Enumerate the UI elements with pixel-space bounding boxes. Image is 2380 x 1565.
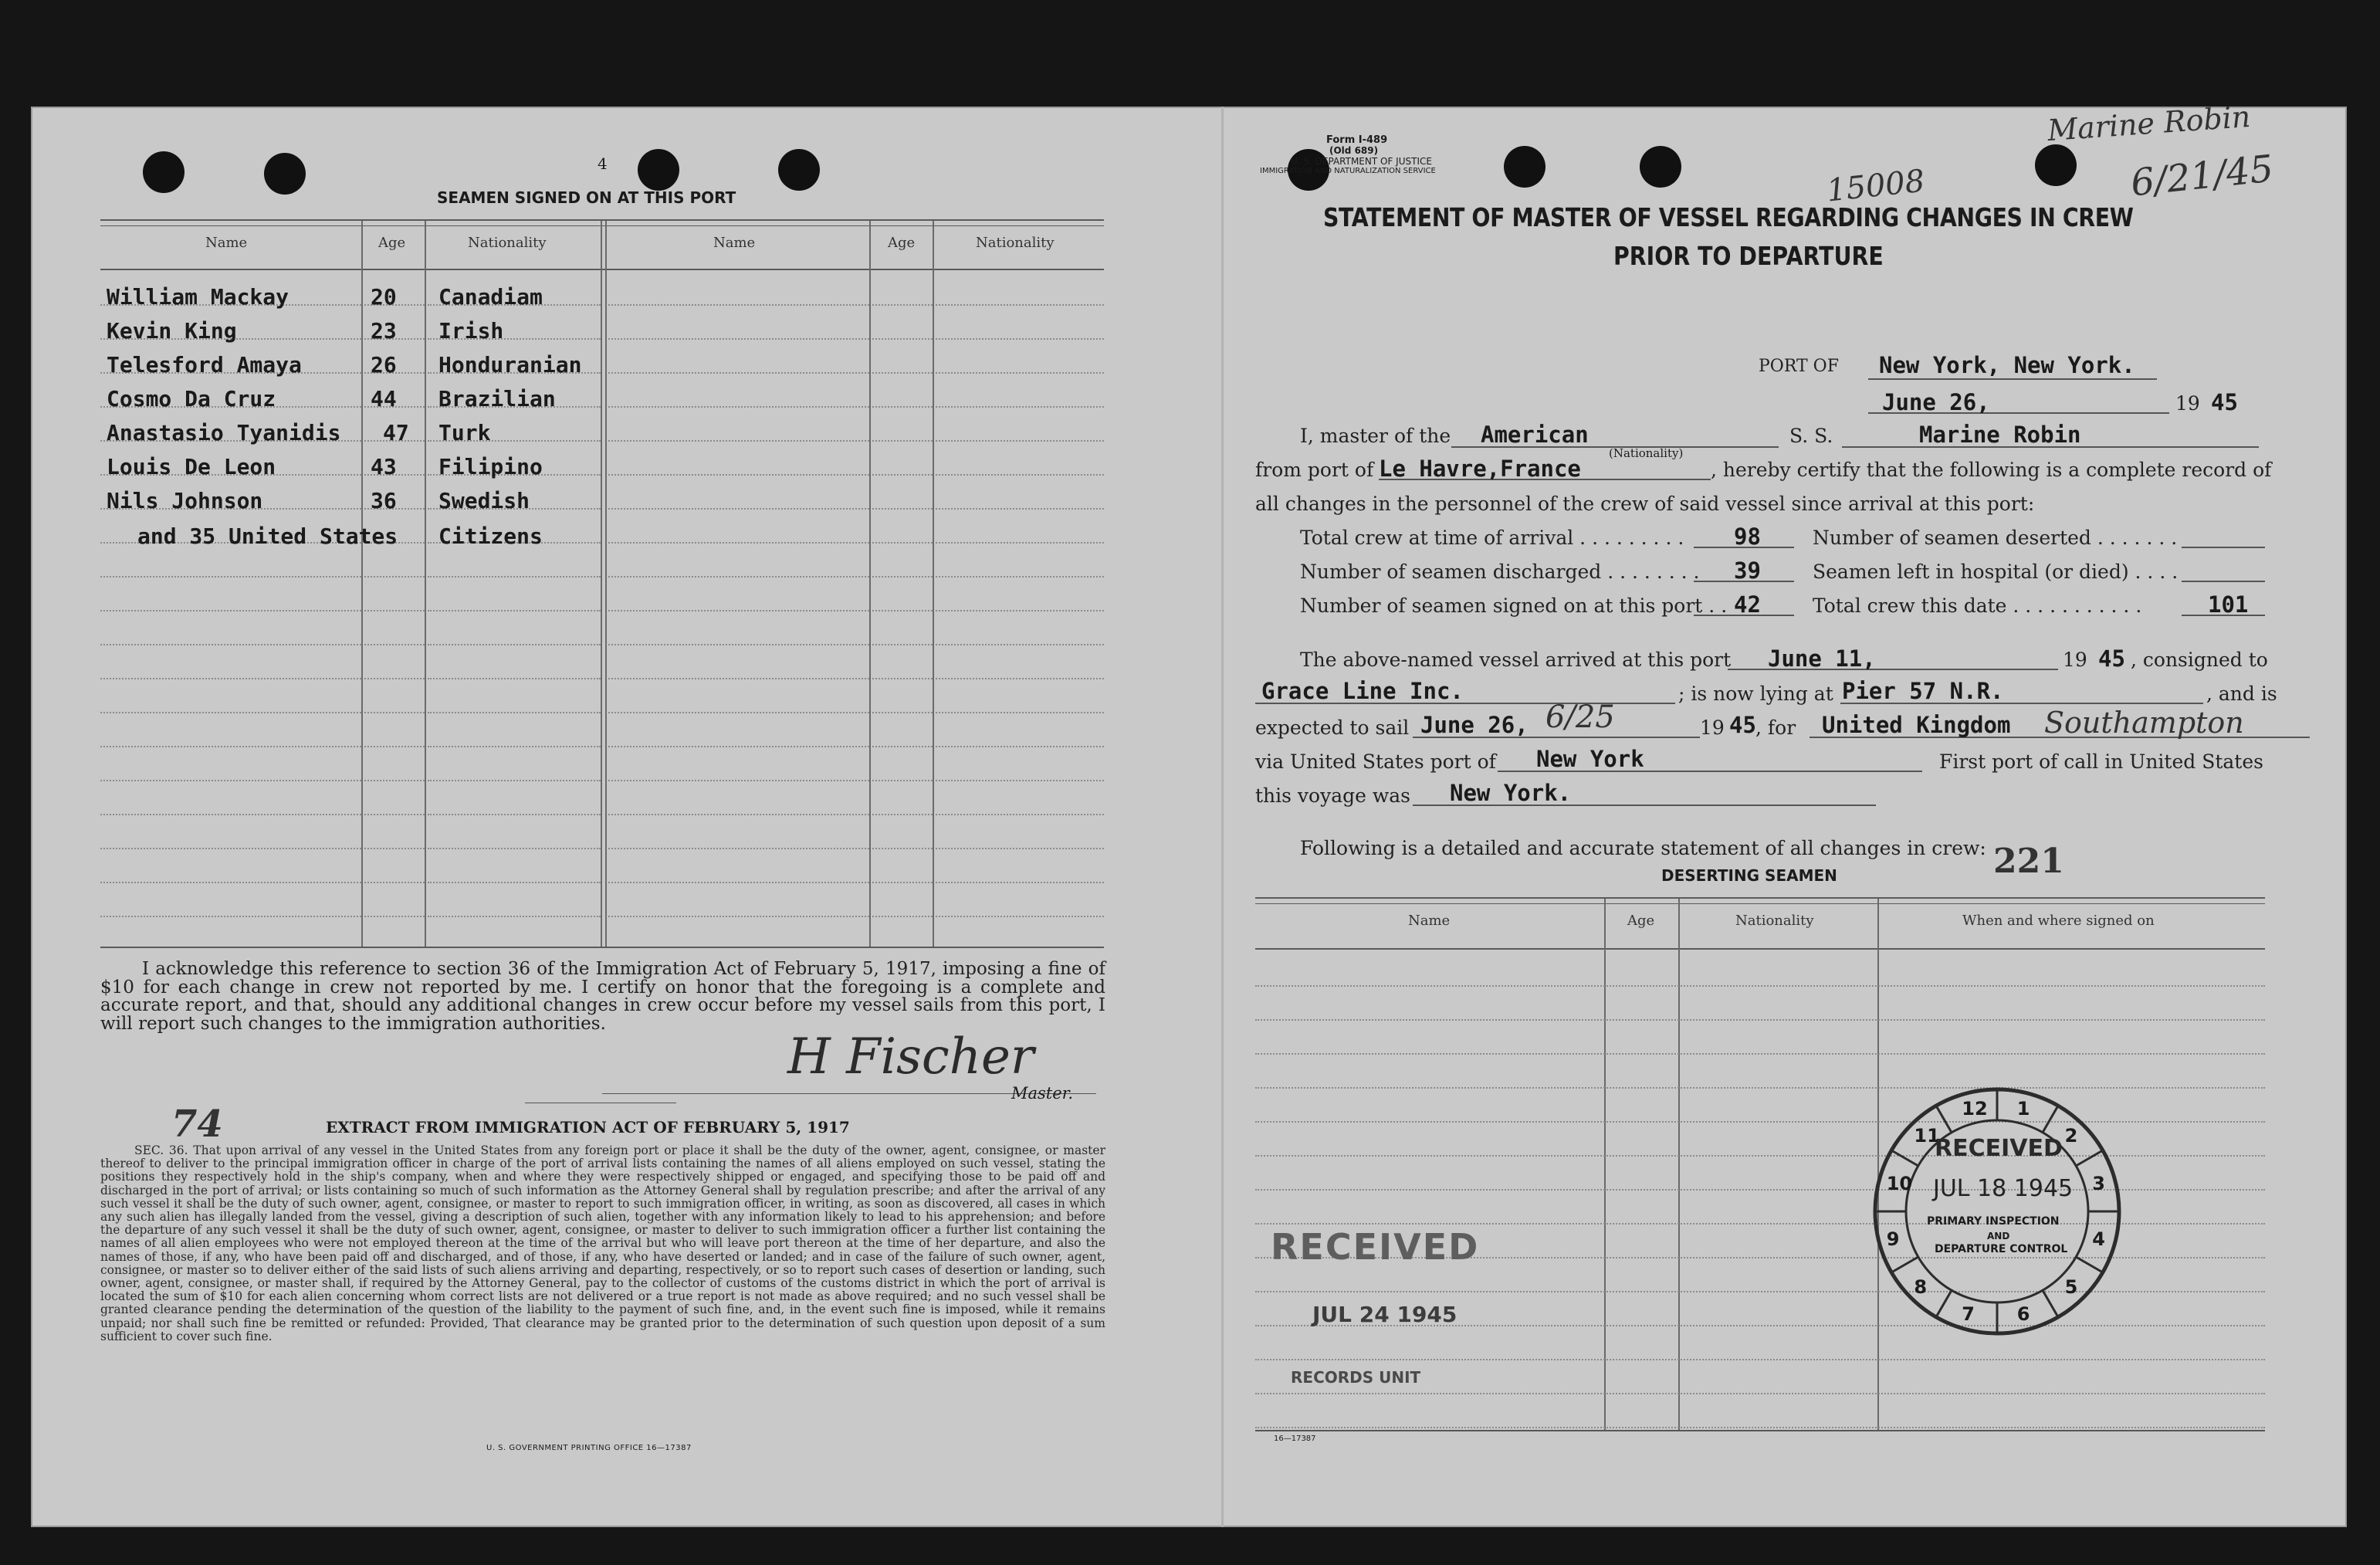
ruled-line [1255, 1053, 2265, 1055]
expected-text: expected to sail [1255, 716, 1410, 739]
arrived-date: June 11, [1768, 645, 1876, 672]
nationality-caption: (Nationality) [1609, 446, 1684, 460]
form-old: (Old 689) [1329, 145, 1379, 156]
ruled-line [608, 814, 869, 815]
ruled-line [872, 508, 933, 510]
round-stamp-received: RECEIVED [1935, 1135, 2063, 1162]
hospital-label: Seamen left in hospital (or died) . . . . [1813, 561, 2179, 583]
ruled-line [428, 814, 601, 815]
punch-hole [778, 149, 820, 191]
ruled-line [872, 304, 933, 306]
seaman-name: Nils Johnson [107, 488, 263, 513]
ruled-line [936, 576, 1104, 578]
deserting-col-signed-on: When and where signed on [1962, 913, 2155, 929]
ruled-line [100, 576, 361, 578]
punch-hole [638, 149, 679, 191]
ruled-line [608, 304, 869, 306]
changes-count: 221 [1993, 842, 2064, 881]
arrived-year: 45 [2098, 645, 2125, 672]
punch-hole [2035, 144, 2077, 186]
handwritten-file-number: 15008 [1824, 163, 1927, 209]
seaman-name: Anastasio Tyanidis [107, 420, 341, 445]
ruled-line [608, 474, 869, 476]
punch-hole [264, 153, 306, 195]
deserted-underline [2182, 547, 2265, 548]
from-port-label: from port of [1255, 459, 1374, 481]
ruled-line [936, 916, 1104, 917]
round-stamp-line2: AND [1987, 1231, 2010, 1241]
port-underline [1868, 378, 2157, 380]
ruled-line [608, 882, 869, 883]
ruled-line [364, 610, 425, 611]
ruled-line [428, 644, 601, 645]
seaman-name: Louis De Leon [107, 454, 276, 479]
ruled-line [364, 780, 425, 781]
nationality-value: American [1481, 422, 1589, 448]
ruled-line [608, 848, 869, 849]
ruled-line [608, 780, 869, 781]
ruled-line [100, 712, 361, 713]
ruled-line [936, 542, 1104, 544]
round-stamp [1870, 1084, 2124, 1339]
consignee: Grace Line Inc. [1261, 678, 1464, 704]
ruled-line [872, 542, 933, 544]
pier: Pier 57 N.R. [1842, 678, 2004, 704]
extract-text: SEC. 36. That upon arrival of any vessel in the United States from any foreign port or place it shall be the duty of the owner, agent, consignee, or master thereof to deliver to the principal immigration officer in charge of the port of arrival lists containing the names of all aliens employed on such vessel, stating the positions they respectively hold in the ship's company, when and where they were respectively shipped or engaged, and specifying those to be paid off and discharged in the port of arrival; or lists containing so much of such information as the Attorney General shall by regulation prescribe; and after the arrival of any such vessel it shall be the duty of such owner, agent, consignee, or master to report to such immigration officer, in writing, as soon as discovered, all cases in which any such alien has illegally landed from the vessel, giving a description of such alien, together with any information likely to lead to his apprehension; and before the departure of any such vessel it shall be the duty of such owner, agent, consignee, or master to deliver to such immigration officer a further list containing the names of all alien employees who were not employed thereon at the time of the arrival but who will leave port thereon at the time of her departure, and also the names of those, if any, who have been paid off and discharged, and of those, if any, who have deserted or landed; and in case of the failure of such owner, agent, consignee, or master so to deliver either of the said lists of such aliens arriving and departing, respectively, or so to report such cases of desertion or landing, such owner, agent, consignee, or master shall, if required by the Attorney General, pay to the collector of customs of the customs district in which the port of arrival is located the sum of $10 for each alien concerning whom correct lists are not delivered or a true report is not made as above required; and no such vessel shall be granted clearance pending the determination of the question of the liability to the payment of such fine, and, in the event such fine is imposed, while it remains unpaid; nor shall such fine be remitted or refunded: Provided, That clearance may be granted prior to the determination of such question upon deposit of a sum sufficient to cover such fine. [100, 1143, 1105, 1343]
page-number: 4 [598, 154, 608, 173]
deserted-label: Number of seamen deserted . . . . . . . [1813, 527, 2178, 549]
ruled-line [872, 814, 933, 815]
ruled-line [608, 372, 869, 374]
round-stamp-ring-number: 5 [2064, 1275, 2078, 1298]
handwritten-74: 74 [171, 1103, 223, 1146]
ruled-line [364, 882, 425, 883]
round-stamp-ring-number: 1 [2016, 1097, 2030, 1120]
acknowledgement-text: I acknowledge this reference to section 36 of the Immigration Act of February 5, 1917, imposing a fine of $10 for each change in crew not reported by me. I certify on honor that the foregoing is a complete and accurate report, and that, should any additional changes in crew occur before my vessel sails from this port, I will report such changes to the immigration authorities. [100, 959, 1105, 1034]
ruled-line [872, 644, 933, 645]
ruled-line [428, 712, 601, 713]
ruled-line [872, 576, 933, 578]
all-changes-text: all changes in the personnel of the crew of said vessel since arrival at this port: [1255, 493, 2035, 515]
ruled-line [1255, 985, 2265, 987]
deserting-title: DESERTING SEAMEN [1661, 866, 1837, 885]
form-number: Form I-489 [1326, 134, 1388, 146]
seaman-nationality: Irish [438, 318, 504, 344]
ruled-line [872, 372, 933, 374]
ruled-line [936, 678, 1104, 679]
arrived-text: The above-named vessel arrived at this port [1300, 649, 1732, 671]
ruled-line [936, 712, 1104, 713]
round-stamp-ring-number: 11 [1914, 1125, 1940, 1147]
ruled-line [1255, 1019, 2265, 1021]
ruled-line [100, 848, 361, 849]
first-call-text: First port of call in United States [1939, 750, 2263, 773]
ruled-line [608, 712, 869, 713]
section-title: SEAMEN SIGNED ON AT THIS PORT [437, 188, 736, 207]
consigned-text: , consigned to [2131, 649, 2268, 671]
year-prefix: 19 [2175, 392, 2200, 415]
following-text: Following is a detailed and accurate statement of all changes in crew: [1300, 837, 1986, 859]
ruled-line [872, 338, 933, 340]
signed-on-value: 42 [1734, 591, 1761, 618]
ruled-line [364, 746, 425, 747]
signature-role: Master. [1011, 1084, 1074, 1103]
ruled-line [428, 848, 601, 849]
seaman-age: 20 [371, 284, 397, 310]
ruled-line [936, 372, 1104, 374]
col-header-nationality: Nationality [468, 235, 547, 251]
destination-handwritten: Southampton [2044, 706, 2244, 740]
round-stamp-ring-number: 3 [2092, 1173, 2105, 1195]
seaman-nationality: Turk [438, 420, 491, 445]
printing-office: U. S. GOVERNMENT PRINTING OFFICE 16—17387 [486, 1444, 692, 1452]
seaman-age: 47 [383, 420, 409, 445]
ruled-line [100, 780, 361, 781]
ruled-line [428, 576, 601, 578]
via-text: via United States port of [1255, 750, 1496, 773]
punch-hole [1640, 146, 1681, 188]
ruled-line [100, 746, 361, 747]
ruled-line [364, 644, 425, 645]
round-stamp-ring-number: 6 [2016, 1303, 2030, 1326]
arrived-year-prefix: 19 [2063, 649, 2087, 671]
and-is-text: , and is [2206, 683, 2277, 705]
ruled-line [608, 644, 869, 645]
round-stamp-ring-number: 7 [1962, 1303, 1975, 1326]
seaman-nationality: Canadiam [438, 284, 543, 310]
total-date-label: Total crew this date . . . . . . . . . . . [1813, 594, 2142, 617]
deserting-col-nationality: Nationality [1735, 913, 1814, 929]
total-arrival-label: Total crew at time of arrival . . . . . . . . . [1300, 527, 1684, 549]
round-stamp-line1: PRIMARY INSPECTION [1927, 1215, 2060, 1228]
ss-label: S. S. [1789, 425, 1833, 447]
seaman-age: 44 [371, 386, 397, 412]
seaman-nationality: Brazilian [438, 386, 556, 412]
ruled-line [1255, 1393, 2265, 1394]
ruled-line [872, 746, 933, 747]
ruled-line [936, 610, 1104, 611]
ruled-line [428, 678, 601, 679]
ruled-line [100, 678, 361, 679]
ruled-line [936, 440, 1104, 442]
seaman-nationality: Honduranian [438, 352, 582, 378]
col-header-age: Age [378, 235, 406, 251]
handwritten-date: 6/21/45 [2128, 147, 2276, 205]
ruled-line [936, 406, 1104, 408]
seaman-age: 43 [371, 454, 397, 479]
ruled-line [608, 508, 869, 510]
ruled-line [428, 746, 601, 747]
ruled-line [100, 610, 361, 611]
discharged-value: 39 [1734, 557, 1761, 584]
seaman-age: 36 [371, 488, 397, 513]
round-stamp-ring-number: 2 [2064, 1125, 2078, 1147]
round-stamp-ring-number: 10 [1886, 1173, 1913, 1195]
ruled-line [428, 916, 601, 917]
ruled-line [608, 406, 869, 408]
punch-hole [1504, 146, 1545, 188]
deserting-col-age: Age [1627, 913, 1655, 929]
sail-year: 45 [1729, 712, 1756, 738]
certify-text: , hereby certify that the following is a complete record of [1711, 459, 2272, 481]
via-port: New York [1536, 746, 1644, 772]
round-stamp-date: JUL 18 1945 [1933, 1175, 2074, 1202]
ruled-line [872, 848, 933, 849]
ruled-line [872, 678, 933, 679]
ruled-line [936, 882, 1104, 883]
ruled-line [936, 304, 1104, 306]
ruled-line [608, 916, 869, 917]
col-header-name-2: Name [713, 235, 756, 251]
ruled-line [364, 678, 425, 679]
ruled-line [428, 610, 601, 611]
seaman-name: Telesford Amaya [107, 352, 302, 378]
ruled-line [872, 882, 933, 883]
ruled-line [428, 882, 601, 883]
voyage-value: New York. [1450, 780, 1572, 806]
ruled-line [608, 338, 869, 340]
received-stamp-unit: RECORDS UNIT [1291, 1368, 1421, 1387]
voyage-text: this voyage was [1255, 784, 1411, 807]
handwritten-vessel-name: Marine Robin [2046, 99, 2252, 148]
destination: United Kingdom [1822, 712, 2011, 738]
discharged-label: Number of seamen discharged . . . . . . . . [1300, 561, 1700, 583]
port-value: New York, New York. [1879, 352, 2135, 378]
ruled-line [364, 712, 425, 713]
ruled-line [608, 678, 869, 679]
ruled-line [1255, 1427, 2265, 1428]
ruled-line [872, 712, 933, 713]
ruled-line [936, 508, 1104, 510]
extract-title: EXTRACT FROM IMMIGRATION ACT OF FEBRUARY 5, 1917 [326, 1118, 850, 1136]
seaman-name: William Mackay [107, 284, 289, 310]
department: U. S. DEPARTMENT OF JUSTICE [1291, 156, 1432, 167]
round-stamp-ring-number: 12 [1962, 1097, 1988, 1120]
vessel-value: Marine Robin [1919, 422, 2081, 448]
seaman-age: 23 [371, 318, 397, 344]
col-header-nationality-2: Nationality [976, 235, 1055, 251]
ruled-line [364, 576, 425, 578]
ruled-line [936, 814, 1104, 815]
ruled-line [872, 440, 933, 442]
punch-hole [143, 151, 185, 193]
port-label: PORT OF [1759, 357, 1839, 376]
ruled-line [936, 848, 1104, 849]
total-arrival-value: 98 [1734, 523, 1761, 550]
seaman-age: 26 [371, 352, 397, 378]
signed-on-label: Number of seamen signed on at this port . . [1300, 594, 1728, 617]
round-stamp-rings [1870, 1084, 2124, 1339]
summary-nationality: Citizens [438, 523, 543, 549]
round-stamp-ring-number: 4 [2092, 1228, 2105, 1250]
ruled-line [936, 780, 1104, 781]
form-title-line2: PRIOR TO DEPARTURE [1613, 241, 1884, 271]
ruled-line [608, 576, 869, 578]
ruled-line [100, 882, 361, 883]
ruled-line [364, 916, 425, 917]
sail-date: June 26, [1420, 712, 1529, 738]
date-value: June 26, [1882, 389, 1990, 415]
round-stamp-ring-number: 8 [1914, 1275, 1928, 1298]
form-title-line1: STATEMENT OF MASTER OF VESSEL REGARDING CHANGES IN CREW [1323, 202, 2134, 232]
service: IMMIGRATION AND NATURALIZATION SERVICE [1260, 167, 1436, 175]
ruled-line [428, 780, 601, 781]
round-stamp-ring-number: 9 [1886, 1228, 1900, 1250]
col-header-age-2: Age [888, 235, 916, 251]
ruled-line [936, 644, 1104, 645]
hospital-underline [2182, 581, 2265, 582]
ruled-line [608, 440, 869, 442]
ruled-line [872, 474, 933, 476]
printing-code: 16—17387 [1274, 1435, 1316, 1443]
ruled-line [936, 338, 1104, 340]
ruled-line [364, 814, 425, 815]
ruled-line [872, 916, 933, 917]
received-stamp-date: JUL 24 1945 [1312, 1302, 1457, 1327]
ruled-line [936, 746, 1104, 747]
round-stamp-line3: DEPARTURE CONTROL [1935, 1243, 2068, 1255]
ruled-line [100, 644, 361, 645]
col-header-name: Name [205, 235, 248, 251]
seaman-name: Kevin King [107, 318, 237, 344]
ruled-line [872, 780, 933, 781]
deserting-col-name: Name [1408, 913, 1451, 929]
received-stamp-title: RECEIVED [1271, 1226, 1480, 1268]
seaman-nationality: Swedish [438, 488, 530, 513]
sail-year-prefix: 19 [1700, 716, 1725, 739]
ruled-line [100, 814, 361, 815]
sail-date-handwritten: 6/25 [1545, 700, 1615, 735]
from-port-value: Le Havre,France [1379, 456, 1581, 482]
seaman-name: Cosmo Da Cruz [107, 386, 276, 412]
ruled-line [364, 848, 425, 849]
bottom-rule [1255, 1430, 2265, 1431]
ruled-line [608, 746, 869, 747]
total-date-value: 101 [2208, 591, 2249, 618]
seaman-nationality: Filipino [438, 454, 543, 479]
ruled-line [608, 542, 869, 544]
ruled-line [872, 406, 933, 408]
year-value: 45 [2211, 389, 2238, 415]
summary-name: and 35 United States [137, 523, 398, 549]
ruled-line [608, 610, 869, 611]
for-text: , for [1755, 716, 1796, 739]
ruled-line [100, 916, 361, 917]
ruled-line [936, 474, 1104, 476]
ruled-line [1255, 1359, 2265, 1360]
lying-text: ; is now lying at [1678, 683, 1833, 705]
page-fold [1221, 107, 1224, 1527]
master-text: I, master of the [1300, 425, 1451, 447]
master-signature: H Fischer [787, 1028, 1034, 1086]
ruled-line [872, 610, 933, 611]
